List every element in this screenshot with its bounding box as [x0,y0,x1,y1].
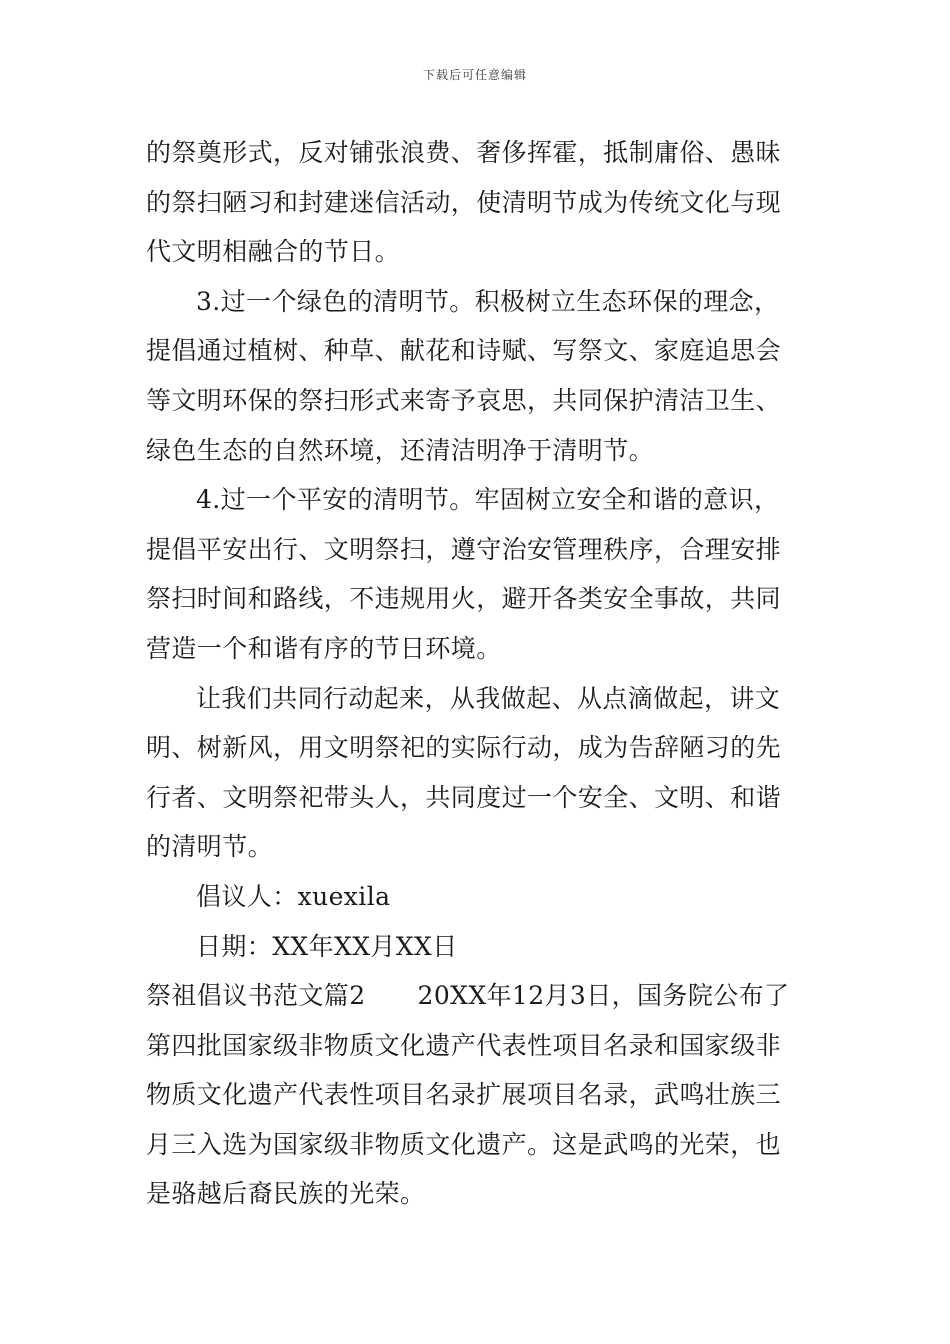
page-header-note: 下载后可任意编辑 [422,68,527,82]
paragraph-line: 等文明环保的祭扫形式来寄予哀思，共同保护清洁卫生、 [146,385,782,415]
paragraph-line: 月三入选为国家级非物质文化遗产。这是武鸣的光荣，也 [146,1129,782,1159]
document-body [146,128,806,1219]
proposer-line: 倡议人：xuexila [196,881,391,911]
section-title-line [146,971,806,1021]
paragraph-line: 行者、文明祭祀带头人，共同度过一个安全、文明、和谐 [146,782,782,812]
paragraph-line: 第四批国家级非物质文化遗产代表性项目名录和国家级非 [146,1030,782,1060]
paragraph-line: 的祭扫陋习和封建迷信活动，使清明节成为传统文化与现 [146,187,782,217]
paragraph-line: 营造一个和谐有序的节日环境。 [146,633,502,663]
paragraph-line: 代文明相融合的节日。 [146,237,401,267]
section-lead: 20XX年12月3日，国务院公布了 [417,981,790,1011]
date-line: 日期：XX年XX月XX日 [196,931,458,961]
paragraph-line: 祭扫时间和路线，不违规用火，避开各类安全事故，共同 [146,584,782,614]
paragraph-line: 明、树新风，用文明祭祀的实际行动，成为告辞陋习的先 [146,733,782,763]
paragraph-line: 的清明节。 [146,832,274,862]
paragraph-line: 让我们共同行动起来，从我做起、从点滴做起，讲文 [196,683,781,713]
paragraph-line: 的祭奠形式，反对铺张浪费、奢侈挥霍，抵制庸俗、愚昧 [146,138,782,167]
paragraph-line: 物质文化遗产代表性项目名录扩展项目名录，武鸣壮族三 [146,1080,782,1110]
paragraph-line: 提倡通过植树、种草、献花和诗赋、写祭文、家庭追思会 [146,336,782,366]
paragraph-line: 绿色生态的自然环境，还清洁明净于清明节。 [146,435,655,465]
section-title: 祭祖倡议书范文篇2 [146,981,366,1011]
paragraph-line: 4.过一个平安的清明节。牢固树立安全和谐的意识， [196,485,780,515]
paragraph-line: 提倡平安出行、文明祭扫，遵守治安管理秩序，合理安排 [146,534,782,564]
paragraph-line: 3.过一个绿色的清明节。积极树立生态环保的理念， [196,286,780,316]
paragraph-line: 是骆越后裔民族的光荣。 [146,1179,426,1209]
